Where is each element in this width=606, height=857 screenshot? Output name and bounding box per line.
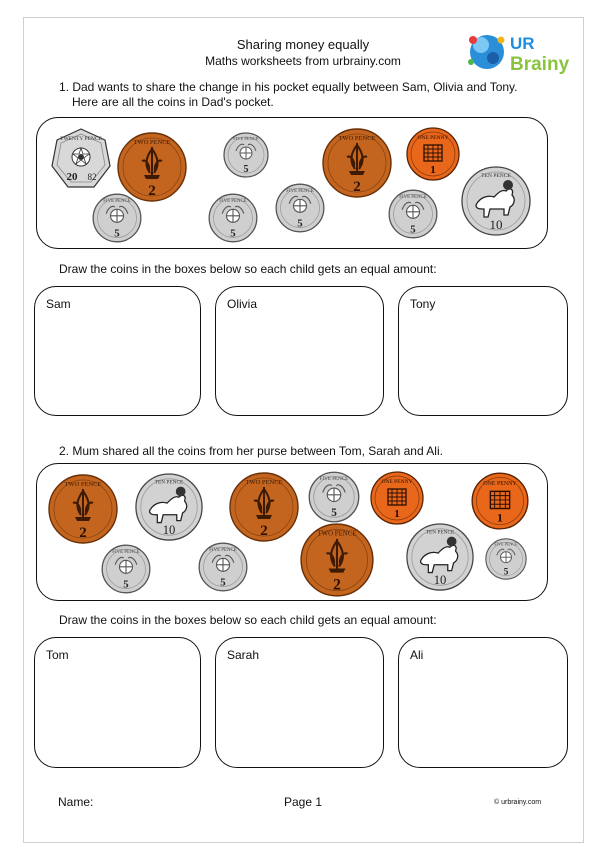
coin-legend: FIVE PENCE [112,549,140,555]
page-subtitle: Maths worksheets from urbrainy.com [205,54,401,68]
coin-value: 5 [114,227,120,240]
one-penny-coin [369,470,425,526]
child-box-tom[interactable] [34,637,201,768]
coin-legend: TWO PENCE [133,139,171,146]
coin-value: 10 [162,523,176,538]
two-pence-coin [47,473,119,545]
coin-legend: TEN PENCE [481,173,511,179]
coin-value: 10 [489,217,503,232]
coin-legend: TEN PENCE [425,529,455,536]
five-pence-coin [91,192,143,244]
child-name-label: Ali [410,648,424,662]
urbrainy-logo [465,28,580,76]
copyright: © urbrainy.com [494,799,542,806]
two-pence-coin [299,522,375,598]
coin-value: 20 [66,171,78,183]
five-pence-coin [484,537,528,581]
logo-text-brainy: Brainy [510,54,570,75]
five-pence-coin [197,541,249,593]
one-penny-coin [470,471,530,531]
child-box-sam[interactable] [34,286,201,416]
name-label: Name: [58,795,94,809]
question-2-text: 2. Mum shared all the coins from her purse between Tom, Sarah and Ali. [59,444,443,458]
ten-pence-coin [460,165,532,237]
coin-value: 2 [79,525,87,541]
logo-text-ur: UR [510,34,535,53]
five-pence-coin [222,131,270,179]
five-pence-coin [207,192,259,244]
ten-pence-coin [134,472,204,542]
five-pence-coin [100,543,152,595]
child-name-label: Tom [46,648,69,662]
coin-value: 5 [220,576,226,589]
coin-legend: FIVE PENCE [494,541,518,547]
child-box-tony[interactable] [398,286,568,416]
coin-value: 5 [243,164,249,175]
question-1-text-2: Here are all the coins in Dad's pocket. [72,95,274,109]
coin-value: 2 [353,179,361,195]
five-pence-coin [274,182,326,234]
coin-legend: FIVE PENCE [103,198,131,204]
coin-legend: TWO PENCE [245,479,283,486]
two-pence-coin [228,471,300,543]
coin-value: 5 [123,578,129,591]
coin-value: 5 [503,566,509,577]
child-box-olivia[interactable] [215,286,384,416]
coin-value: 1 [497,511,503,525]
question-2-instruction: Draw the coins in the boxes below so each child gets an equal amount: [59,613,437,627]
coin-legend: ONE PENNY [483,480,517,487]
coin-legend: ONE PENNY [417,135,449,141]
twenty-pence-coin [50,126,112,192]
one-penny-coin [405,126,461,182]
child-name-label: Sarah [227,648,260,662]
question-1-instruction: Draw the coins in the boxes below so each child gets an equal amount: [59,262,437,276]
coin-legend: TWO PENCE [317,530,357,538]
page-title: Sharing money equally [236,37,370,52]
coin-value: 5 [410,223,416,236]
coin-legend: FIVE PENCE [209,547,237,553]
coin-legend: ONE PENNY [381,479,413,485]
child-name-label: Olivia [227,297,258,311]
child-box-ali[interactable] [398,637,568,768]
ten-pence-coin [405,522,475,592]
child-name-label: Tony [410,297,436,311]
coin-value: 5 [230,227,236,240]
five-pence-coin [387,188,439,240]
coin-legend: TEN PENCE [154,479,184,486]
coin-value: 5 [297,217,303,230]
coin-value: 1 [394,508,400,520]
coin-legend: FIVE PENCE [233,136,259,141]
coin-legend: FIVE PENCE [319,476,349,483]
question-1-text: 1. Dad wants to share the change in his pocket equally between Sam, Olivia and Tony. [59,80,518,94]
coin-value: 1 [430,164,436,176]
child-name-label: Sam [46,297,71,311]
coin-value: 2 [333,576,341,594]
coin-legend: FIVE PENCE [286,188,314,194]
five-pence-coin [307,470,361,524]
coin-value: 5 [331,507,337,520]
coin-legend: TWENTY PENCE [60,136,102,142]
child-box-sarah[interactable] [215,637,384,768]
page-number: Page 1 [284,795,323,809]
coin-year: 82 [87,172,97,182]
coin-legend: FIVE PENCE [399,194,427,200]
two-pence-coin [321,127,393,199]
coin-value: 2 [260,523,268,539]
coin-legend: TWO PENCE [338,135,376,142]
coin-value: 2 [148,183,156,199]
coin-value: 10 [433,573,447,588]
coin-legend: FIVE PENCE [219,198,247,204]
coin-legend: TWO PENCE [64,481,102,488]
